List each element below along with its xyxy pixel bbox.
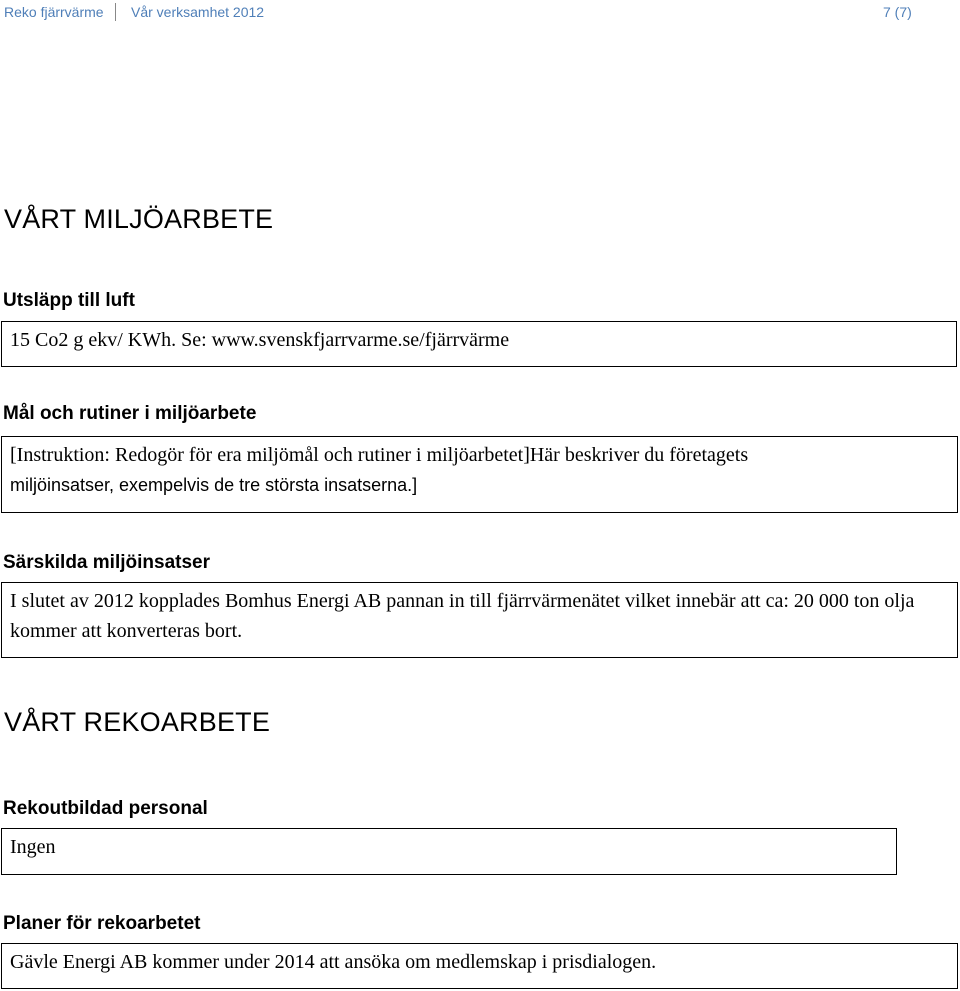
personal-label: Rekoutbildad personal — [3, 798, 208, 819]
mal-line-1-rest: Här beskriver du företagets — [529, 444, 749, 466]
planer-label: Planer för rekoarbetet — [3, 913, 201, 934]
personal-field — [1, 828, 897, 875]
sarskilda-value: I slutet av 2012 kopplades Bomhus Energi AB pannan in till fjärrvärmenätet vilket innebär att ca: 20 000 ton olja kommer att konverteras bort. — [10, 590, 915, 642]
page-number: 7 (7) — [883, 4, 912, 20]
header-separator — [115, 3, 116, 21]
sarskilda-label: Särskilda miljöinsatser — [3, 552, 210, 573]
utslapp-field — [1, 321, 957, 367]
sarskilda-field — [1, 582, 958, 658]
utslapp-value: 15 Co2 g ekv/ KWh. Se: www.svenskfjarrvarme.se/fjärrvärme — [10, 329, 510, 351]
mal-instruction: [Instruktion: Redogör för era miljömål och rutiner i miljöarbetet] — [10, 444, 530, 466]
planer-value: Gävle Energi AB kommer under 2014 att ansöka om medlemskap i prisdialogen. — [10, 951, 657, 973]
header-left-subtitle: Vår verksamhet 2012 — [131, 4, 265, 20]
section-title-miljo: VÅRT MILJÖARBETE — [4, 204, 274, 234]
header-left-title: Reko fjärrvärme — [4, 4, 104, 20]
mal-field — [1, 436, 958, 513]
mal-label: Mål och rutiner i miljöarbete — [3, 403, 257, 424]
mal-line-2: miljöinsatser, exempelvis de tre största insatserna.] — [10, 475, 418, 495]
utslapp-label: Utsläpp till luft — [3, 290, 135, 311]
mal-line-1 — [10, 440, 949, 470]
planer-field — [1, 943, 958, 989]
section-title-reko: VÅRT REKOARBETE — [4, 707, 271, 737]
personal-value: Ingen — [10, 836, 56, 858]
